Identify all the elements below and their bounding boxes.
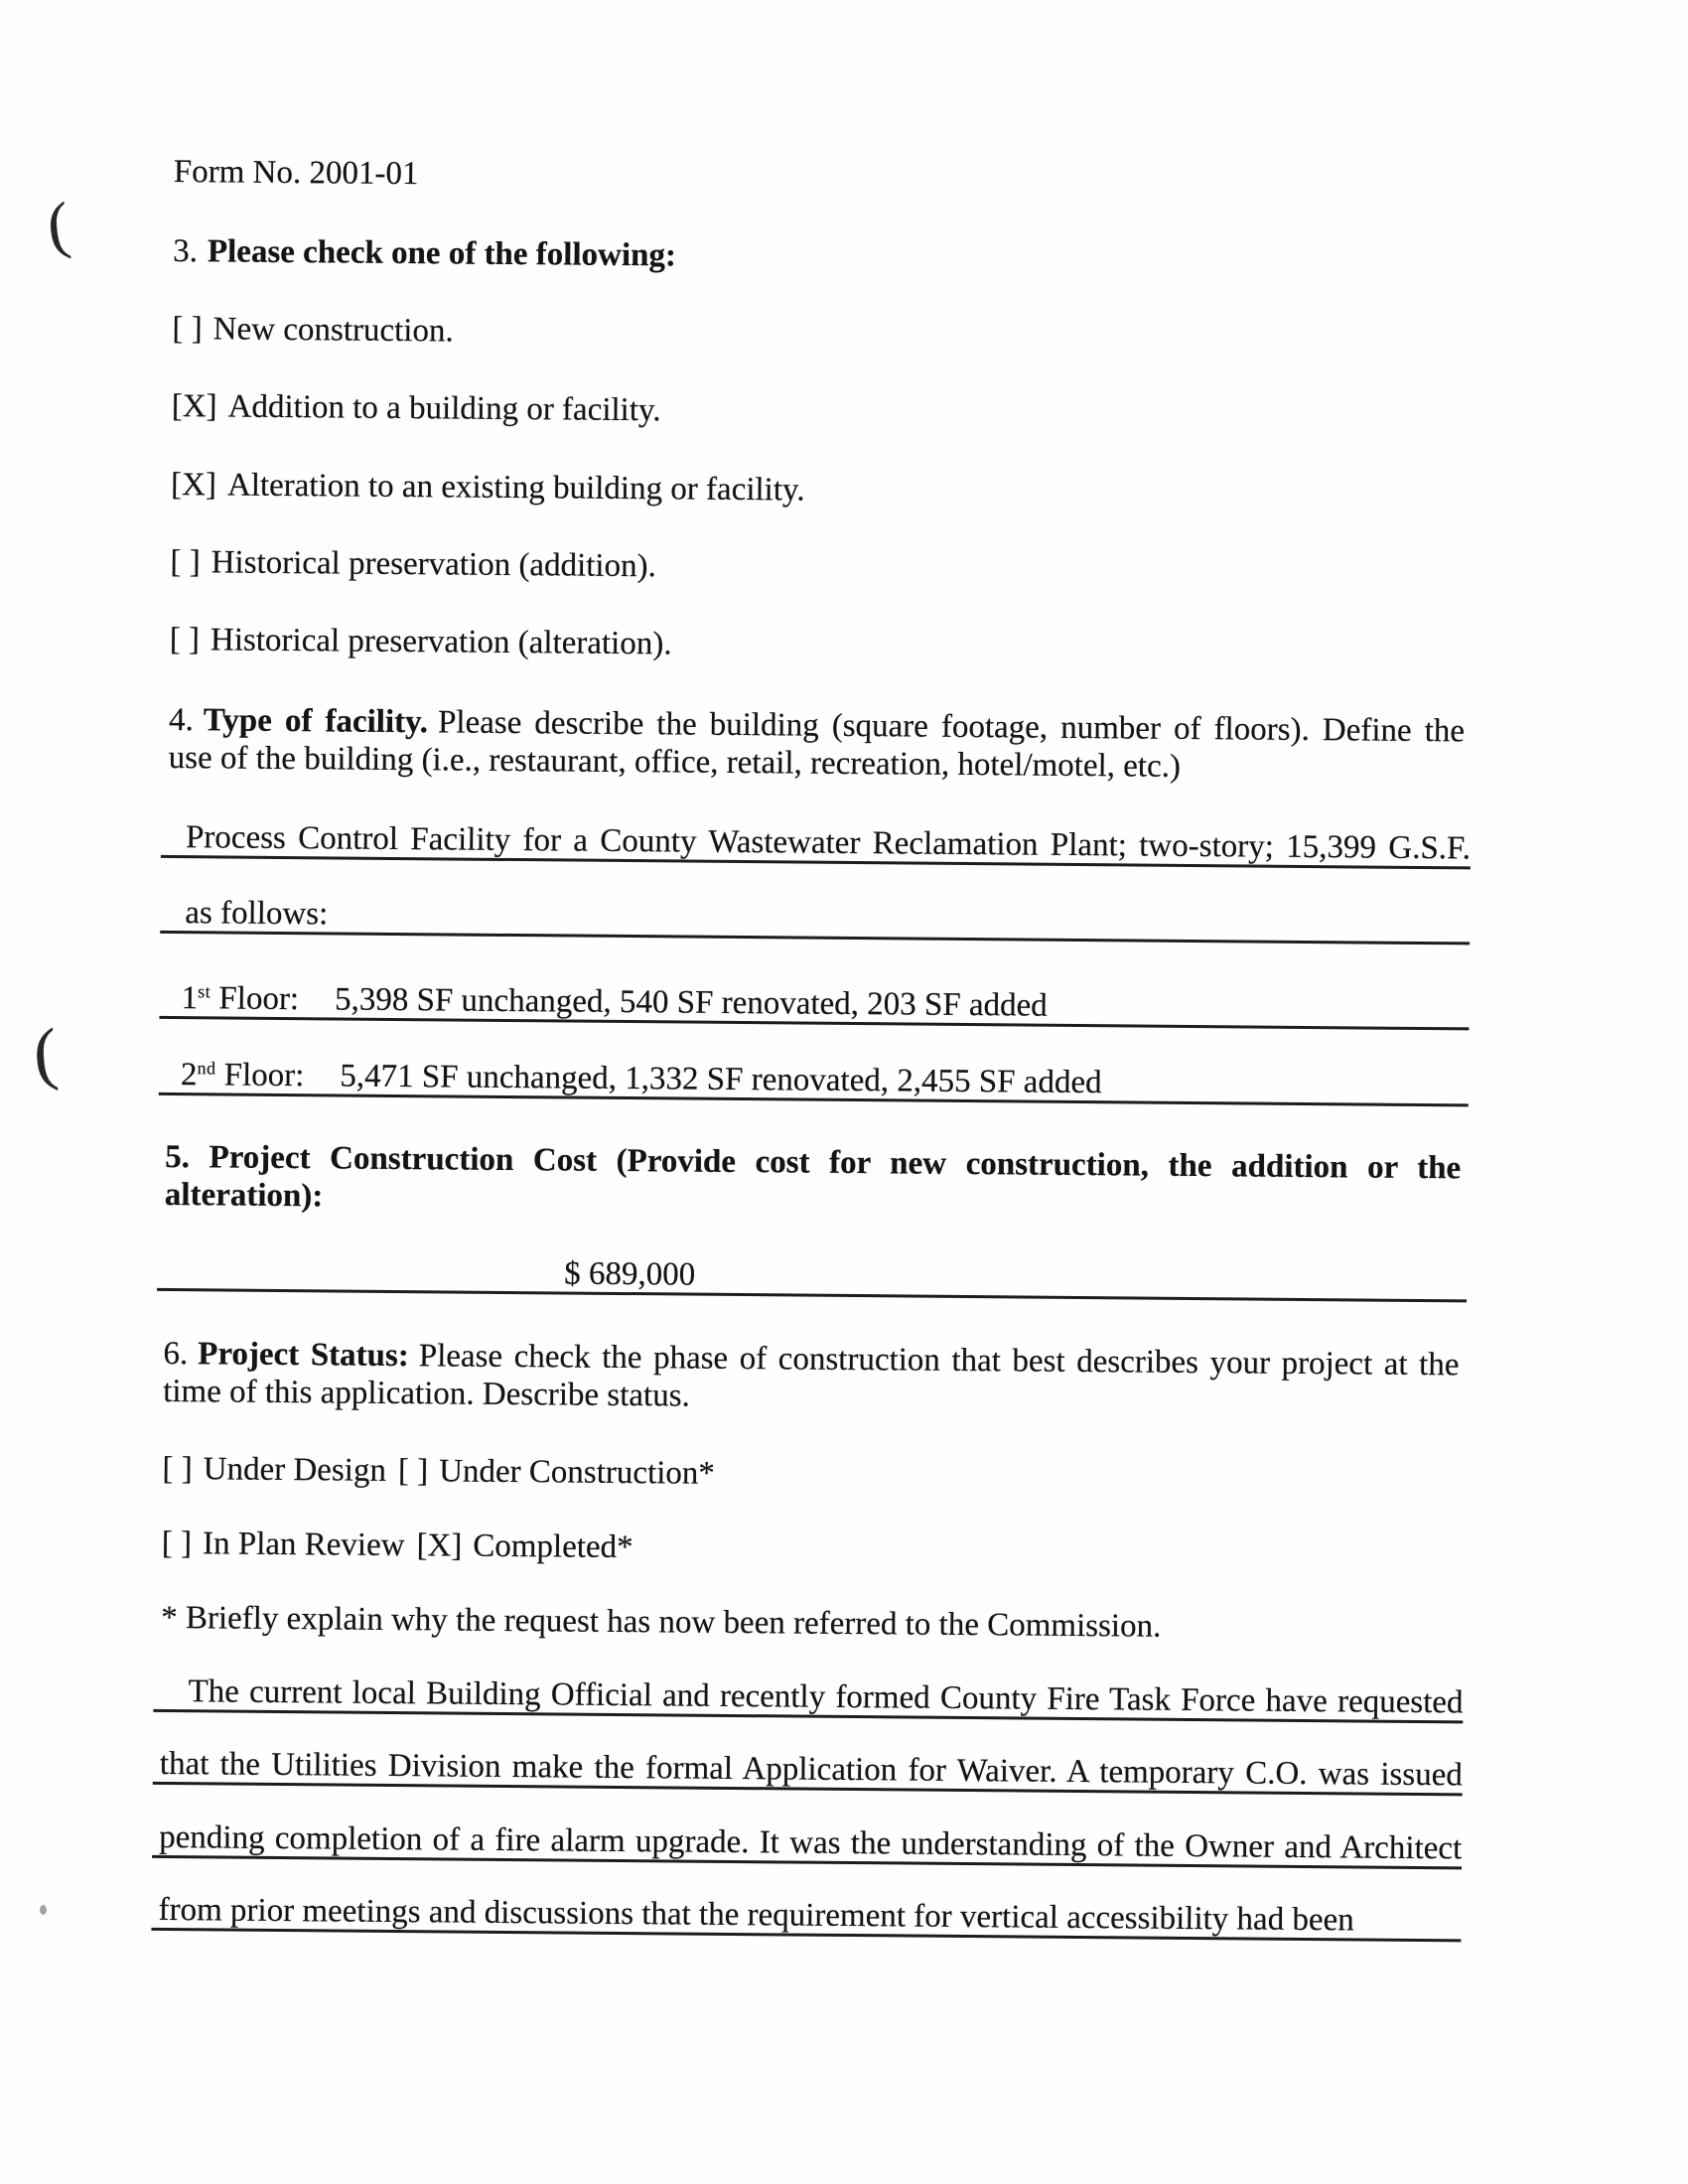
checkbox: [X]	[170, 466, 217, 504]
floor-ordinal: st	[198, 981, 211, 1002]
section6-prompt-line2: time of this application. Describe status.	[163, 1373, 690, 1414]
checkbox-line	[170, 622, 1466, 668]
section4-prompt-line2: use of the building (i.e., restaurant, office, retail, recreation, hotel/motel, etc.)	[168, 739, 1182, 785]
section3-heading	[173, 233, 1469, 280]
handwritten-paren-mark-middle: (	[30, 1015, 61, 1093]
checkbox: [ ]	[170, 543, 201, 581]
floor-ordinal: nd	[197, 1058, 216, 1079]
section4-heading-text: Type of facility.	[203, 702, 429, 741]
form-number: Form No. 2001-01	[173, 154, 419, 193]
section4-prompt-line1: Please describe the building (square footage, number of floors). Define the	[437, 704, 1466, 750]
handwritten-paren-mark-top: (	[43, 188, 73, 262]
checkbox-label: Completed*	[473, 1528, 633, 1566]
section6-number: 6.	[163, 1335, 189, 1373]
checkbox-label: Historical preservation (addition).	[211, 544, 656, 585]
checkbox-label: Under Design	[203, 1451, 387, 1489]
footnote-line: * Briefly explain why the request has now been referred to the Commission.	[161, 1599, 1162, 1645]
first-floor-line	[159, 973, 1469, 1031]
explanation-line: pending completion of a fire alarm upgrade. It was the understanding of the Owner and Architect	[152, 1820, 1462, 1870]
floor-label: Floor:	[223, 1057, 305, 1094]
section6-heading-text: Project Status:	[198, 1336, 409, 1375]
checkbox-label: New construction.	[212, 311, 454, 350]
checkbox: [ ]	[162, 1450, 193, 1488]
checkbox-line	[172, 311, 1468, 358]
section6-prompt-line1: Please check the phase of construction that best describes your project at the	[418, 1338, 1460, 1383]
section4-number: 4.	[168, 701, 194, 739]
status-checkbox-row2	[162, 1526, 1458, 1572]
checkbox-label: Addition to a building or facility.	[227, 388, 661, 429]
explanation-line: that the Utilities Division make the formal Application for Waiver. A temporary C.O. was issued	[153, 1746, 1463, 1797]
checkbox-line	[171, 467, 1467, 513]
checkbox: [X]	[171, 387, 217, 425]
checkbox-label: Historical preservation (alteration).	[210, 622, 672, 662]
checkbox: [ ]	[161, 1525, 193, 1562]
checkbox-line	[170, 544, 1466, 591]
checkbox-label: In Plan Review	[202, 1526, 405, 1564]
explanation-line: The current local Building Official and recently formed County Fire Task Force have requested	[153, 1674, 1463, 1724]
explanation-line: from prior meetings and discussions that the requirement for vertical accessibility had been	[151, 1892, 1461, 1943]
facility-answer-line2: as follows:	[160, 895, 1470, 946]
construction-cost-line	[157, 1252, 1467, 1303]
section3-number: 3.	[173, 232, 199, 270]
checkbox: [X]	[416, 1528, 463, 1564]
floor-label: Floor:	[218, 980, 300, 1018]
checkbox: [ ]	[172, 310, 203, 348]
section3-heading-text: Please check one of the following:	[207, 233, 677, 274]
checkbox-label: Under Construction*	[439, 1453, 716, 1492]
construction-cost-amount: $ 689,000	[564, 1255, 696, 1293]
checkbox-label: Alteration to an existing building or facility.	[226, 467, 805, 509]
facility-answer-line1: Process Control Facility for a County Wastewater Reclamation Plant; two-story; 15,399 G.S.F.	[161, 819, 1471, 870]
checkbox: [ ]	[169, 621, 201, 658]
status-checkbox-row1	[162, 1451, 1458, 1498]
floor-number: 1	[181, 980, 199, 1017]
floor-value: 5,398 SF unchanged, 540 SF renovated, 203 SF added	[334, 981, 1048, 1024]
floor-value: 5,471 SF unchanged, 1,332 SF renovated, 2,455 SF added	[340, 1058, 1102, 1101]
checkbox-line	[172, 388, 1468, 435]
section5-heading-line1: 5. Project Construction Cost (Provide cost for new construction, the addition or the	[165, 1138, 1462, 1187]
checkbox: [ ]	[397, 1453, 429, 1490]
section5-heading-line2: alteration):	[164, 1176, 324, 1215]
floor-number: 2	[180, 1057, 198, 1093]
second-floor-line	[159, 1050, 1469, 1107]
